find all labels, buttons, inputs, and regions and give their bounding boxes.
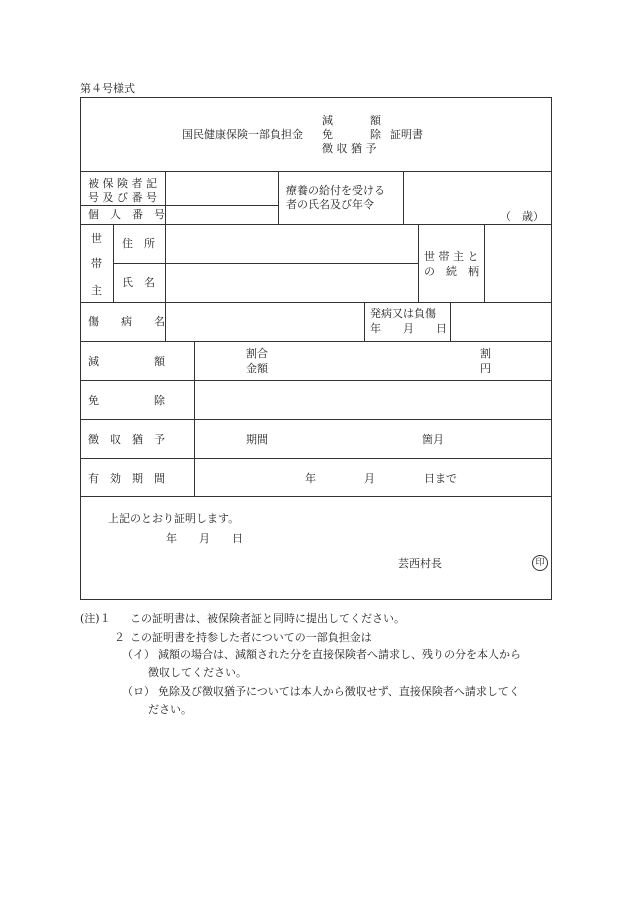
col-divider bbox=[165, 171, 166, 224]
note-1: この証明書は、被保険者証と同時に提出してください。 bbox=[130, 612, 405, 625]
col-divider bbox=[403, 171, 404, 224]
deferral-label: 徴 収 猶 予 bbox=[88, 433, 165, 446]
col-divider bbox=[113, 224, 114, 302]
household-label-3: 主 bbox=[91, 284, 102, 297]
recipient-label: 療養の給付を受ける bbox=[286, 184, 385, 197]
relation-label-2: の 続 柄 bbox=[424, 265, 479, 278]
household-label-2: 帯 bbox=[91, 257, 102, 270]
title-suffix: 証明書 bbox=[390, 128, 423, 141]
onset-date-label: 年 月 日 bbox=[370, 322, 447, 335]
row-divider bbox=[80, 171, 552, 172]
exemption-label: 免 除 bbox=[88, 394, 165, 407]
insured-number-label: 被 保 険 者 記 bbox=[88, 177, 157, 190]
household-label-1: 世 bbox=[91, 232, 102, 245]
validity-label: 有 効 期 間 bbox=[88, 472, 165, 485]
amount-unit: 円 bbox=[480, 362, 491, 375]
row-divider bbox=[113, 263, 418, 264]
rate-unit: 割 bbox=[480, 347, 491, 360]
personal-number-label: 個 人 番 号 bbox=[88, 208, 165, 221]
note-2b-line-2: ださい。 bbox=[148, 703, 192, 716]
issuer-name: 芸西村長 bbox=[398, 557, 442, 570]
age-field: （ 歳） bbox=[500, 210, 544, 223]
disease-label: 傷 病 名 bbox=[88, 315, 165, 328]
note-2a-line-1: 減額の場合は、減額された分を直接保険者へ請求し、残りの分を本人から bbox=[158, 648, 521, 661]
rate-label: 割合 bbox=[246, 347, 268, 360]
title-reduction: 減 bbox=[322, 114, 333, 127]
row-divider bbox=[80, 380, 552, 381]
name-label: 氏 名 bbox=[122, 276, 155, 289]
seal-stamp: 印 bbox=[532, 555, 548, 571]
note-2a-line-2: 徴収してください。 bbox=[148, 666, 247, 679]
note-2b-marker: （ロ） bbox=[122, 685, 155, 698]
certification-date: 年 月 日 bbox=[166, 532, 243, 545]
months-unit: 箇月 bbox=[422, 433, 444, 446]
title-exemption: 免 bbox=[322, 128, 333, 141]
col-divider bbox=[364, 302, 365, 341]
row-divider bbox=[80, 419, 552, 420]
note-2: この証明書を持参した者についての一部負担金は bbox=[130, 631, 372, 644]
row-divider bbox=[80, 205, 279, 206]
note-2a-marker: （イ） bbox=[122, 648, 155, 661]
address-label: 住 所 bbox=[122, 237, 155, 250]
col-divider bbox=[450, 302, 451, 341]
amount-label: 金額 bbox=[246, 362, 268, 375]
row-divider bbox=[80, 224, 552, 225]
col-divider bbox=[194, 341, 195, 496]
onset-label: 発病又は負傷 bbox=[370, 307, 436, 320]
certification-statement: 上記のとおり証明します。 bbox=[108, 512, 240, 525]
validity-until: 日まで bbox=[424, 472, 457, 485]
col-divider bbox=[418, 224, 419, 302]
row-divider bbox=[80, 302, 552, 303]
relation-label: 世 帯 主 と bbox=[424, 250, 479, 263]
title-remove: 除 bbox=[370, 128, 381, 141]
insured-number-label-2: 号 及 び 番 号 bbox=[88, 191, 157, 204]
col-divider bbox=[484, 224, 485, 302]
title-amount: 額 bbox=[370, 114, 381, 127]
recipient-label-2: 者の氏名及び年令 bbox=[286, 198, 374, 211]
note-2b-line-1: 免除及び徴収猶予については本人から徴収せず、直接保険者へ請求してく bbox=[158, 685, 520, 698]
form-number: 第４号様式 bbox=[80, 82, 135, 95]
note-2-marker: ２ bbox=[114, 631, 125, 644]
validity-year: 年 bbox=[305, 472, 316, 485]
reduction-label: 減 額 bbox=[88, 355, 165, 368]
row-divider bbox=[80, 458, 552, 459]
notes-marker: (注)１ bbox=[80, 612, 111, 625]
validity-month: 月 bbox=[364, 472, 375, 485]
col-divider bbox=[165, 224, 166, 341]
col-divider bbox=[278, 171, 279, 224]
row-divider bbox=[80, 341, 552, 342]
title-prefix: 国民健康保険一部負担金 bbox=[182, 128, 303, 141]
title-deferral: 徴 収 猶 予 bbox=[322, 142, 377, 155]
period-label: 期間 bbox=[246, 433, 268, 446]
row-divider bbox=[80, 496, 552, 497]
